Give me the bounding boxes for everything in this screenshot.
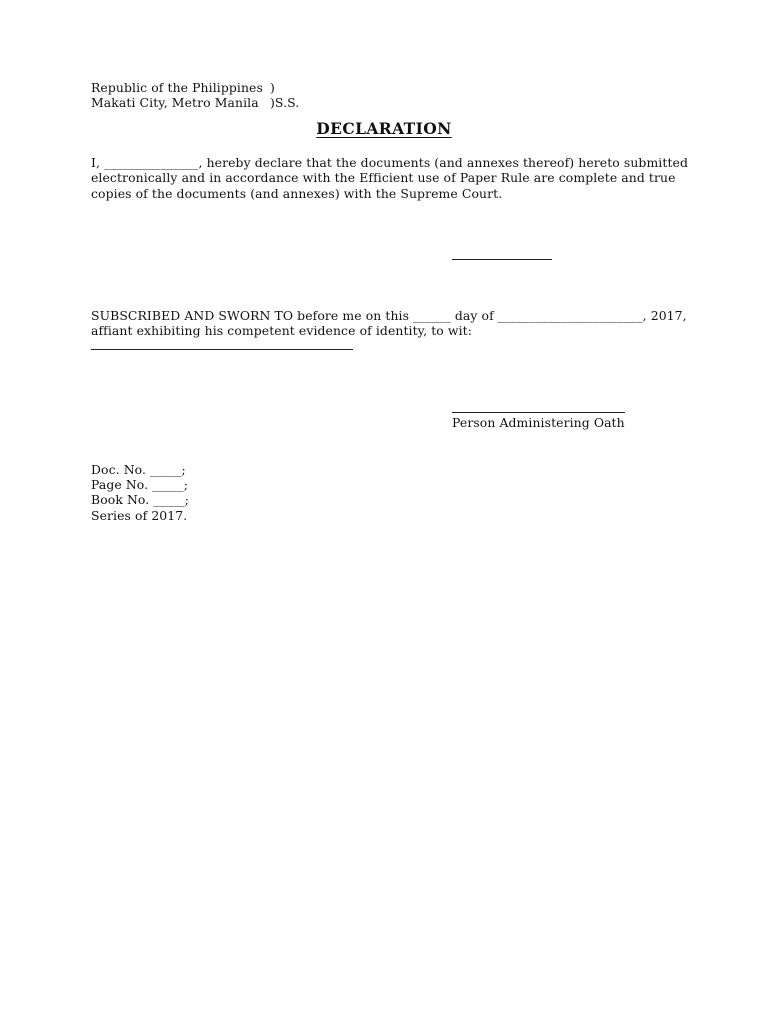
series: Series of 2017. xyxy=(91,508,188,523)
identity-evidence-line xyxy=(91,349,353,350)
page-no: Page No. _____; xyxy=(91,477,188,492)
doc-no: Doc. No. _____; xyxy=(91,462,186,477)
document-title: DECLARATION xyxy=(316,119,452,138)
declaration-line-3: copies of the documents (and annexes) with the Supreme Court. xyxy=(91,186,503,201)
jurat-line-2: affiant exhibiting his competent evidence of identity, to wit: xyxy=(91,323,473,338)
book-no: Book No. _____; xyxy=(91,492,190,507)
jurat-line-1: SUBSCRIBED AND SWORN TO before me on this ______ day of _______________________, 2017, xyxy=(91,308,687,323)
declarant-signature-line xyxy=(452,259,552,260)
jurisdiction-line-1: Republic of the Philippines xyxy=(91,80,263,95)
jurisdiction-bracket-2: )S.S. xyxy=(270,95,300,110)
officer-signature-line xyxy=(452,412,625,413)
declaration-line-2: electronically and in accordance with the Efficient use of Paper Rule are complete and true xyxy=(91,170,676,185)
declaration-line-1: I, _______________, hereby declare that the documents (and annexes thereof) hereto submitted xyxy=(91,155,688,170)
jurisdiction-line-2: Makati City, Metro Manila xyxy=(91,95,259,110)
officer-label: Person Administering Oath xyxy=(452,415,625,430)
jurisdiction-bracket-1: ) xyxy=(270,80,275,95)
